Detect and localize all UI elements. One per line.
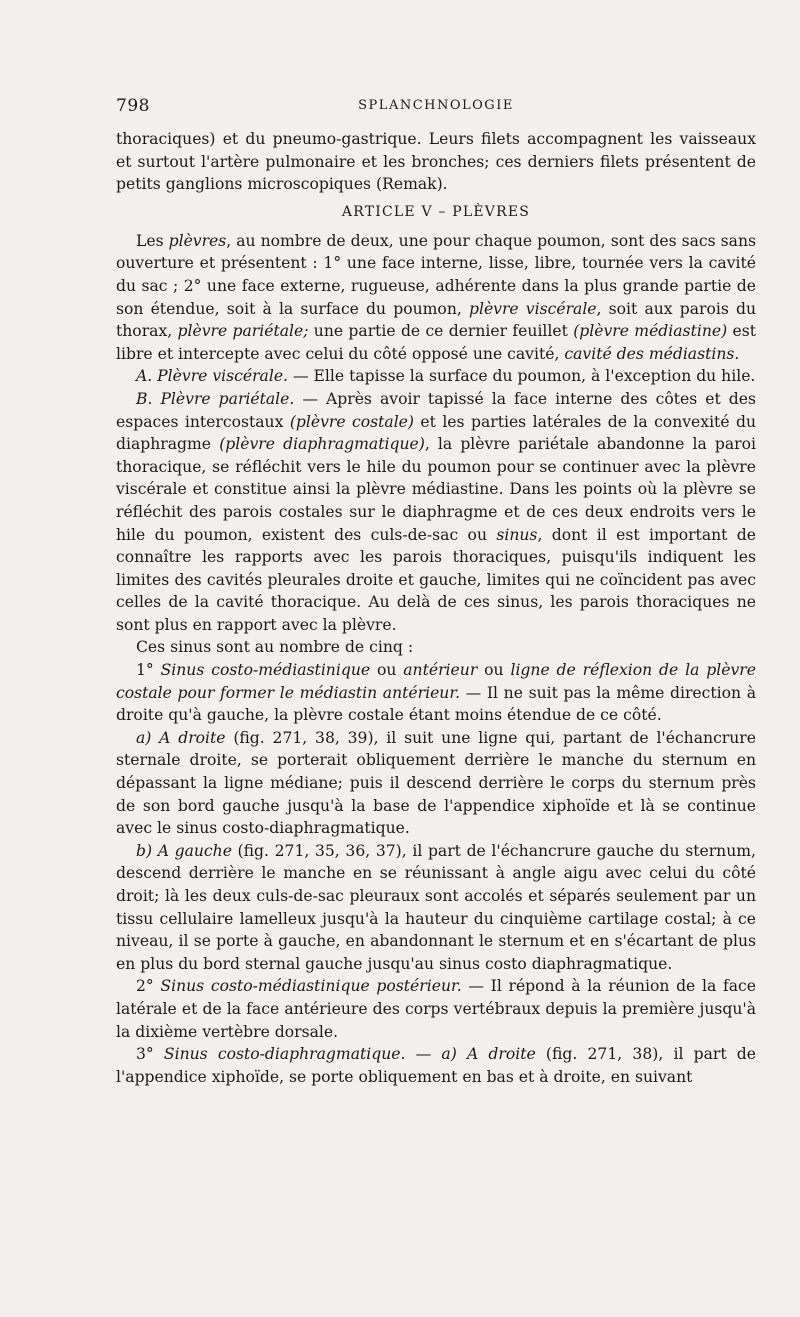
section-heading: ARTICLE V – PLÈVRES [341, 203, 531, 220]
body-text [116, 128, 756, 1088]
paragraph-sinus-3: 3° Sinus costo-diaphragmatique. — a) A droite (fig. 271, 38), il part de l'appendice xiphoïde, se porte obliquement en bas et à droite, en suivant [116, 1045, 756, 1086]
page-header [116, 96, 756, 122]
paragraph-sinus-1b: b) A gauche (fig. 271, 35, 36, 37), il part de l'échancrure gauche du sternum, descend derrière le manche en se réunissant à angle aigu avec celui du côté droit; là les deux culs-de-sac pleuraux sont accolés et séparés seulement par un tissu cellulaire lamelleux jusqu'à la hauteur du cinquième cartilage costal; à ce niveau, il se porte à gauche, en abandonnant le sternum et en s'écartant de plus en plus du bord sternal gauche jusqu'au sinus costo diaphragmatique. [116, 841, 756, 973]
page-number: 798 [116, 96, 150, 116]
paragraph-plevres: Les plèvres, au nombre de deux, une pour chaque poumon, sont des sacs sans ouverture et présentent : 1° une face interne, lisse, libre, tournée vers la cavité du sac ; 2° une face externe, rugueuse, adhérente dans la plus grande partie de son étendue, soit à la surface du poumon, plèvre viscérale, soit aux parois du thorax, plèvre pariétale; une partie de ce dernier feuillet (plèvre médiastine) est libre et intercepte avec celui du côté opposé une cavité, cavité des médiastins. [116, 231, 757, 363]
paragraph-sinus-1: 1° Sinus costo-médiastinique ou antérieur ou ligne de réflexion de la plèvre costale pour former le médiastin antérieur. — Il ne suit pas la même direction à droite qu'à gauche, la plèvre costale étant moins étendue de ce côté. [116, 661, 756, 725]
paragraph-plevre-parietale: B. Plèvre pariétale. — Après avoir tapissé la face interne des côtes et des espaces intercostaux (plèvre costale) et les parties latérales de la convexité du diaphragme (plèvre diaphragmatique), la plèvre pariétale abandonne la paroi thoracique, se réfléchit vers le hile du poumon pour se continuer avec la plèvre viscérale et constitue ainsi la plèvre médiastine. Dans les points où la plèvre se réfléchit des parois costales sur le diaphragme et de ces deux endroits vers le hile du poumon, existent des culs-de-sac ou sinus, dont il est important de connaître les rapports avec les parois thoraciques, puisqu'ils indiquent les limites des cavités pleurales droite et gauche, limites qui ne coïncident pas avec celles de la cavité thoracique. Au delà de ces sinus, les parois thoraciques ne sont plus en rapport avec la plèvre. [116, 389, 756, 634]
running-head: SPLANCHNOLOGIE [358, 98, 514, 113]
paragraph-sinus-2: 2° Sinus costo-médiastinique postérieur. — Il répond à la réunion de la face latérale et de la face antérieure des corps vertébraux depuis la première jusqu'à la dixième vertèbre dorsale. [116, 977, 756, 1041]
intro-paragraph: thoraciques) et du pneumo-gastrique. Leurs filets accompagnent les vaisseaux et surtout l'artère pulmonaire et les bronches; ces derniers filets présentent de petits ganglions microscopiques (Remak). [116, 130, 756, 194]
paragraph-plevre-viscerale: A. Plèvre viscérale. — Elle tapisse la surface du poumon, à l'exception du hile. [136, 367, 756, 386]
paragraph-sinus-1a: a) A droite (fig. 271, 38, 39), il suit une ligne qui, partant de l'échancrure sternale droite, se porterait obliquement derrière le manche du sternum en dépassant la ligne médiane; puis il descend derrière le corps du sternum près de son bord gauche jusqu'à la base de l'appendice xiphoïde et là se continue avec le sinus costo-diaphragmatique. [116, 728, 756, 838]
paragraph-sinus-count: Ces sinus sont au nombre de cinq : [136, 638, 414, 657]
